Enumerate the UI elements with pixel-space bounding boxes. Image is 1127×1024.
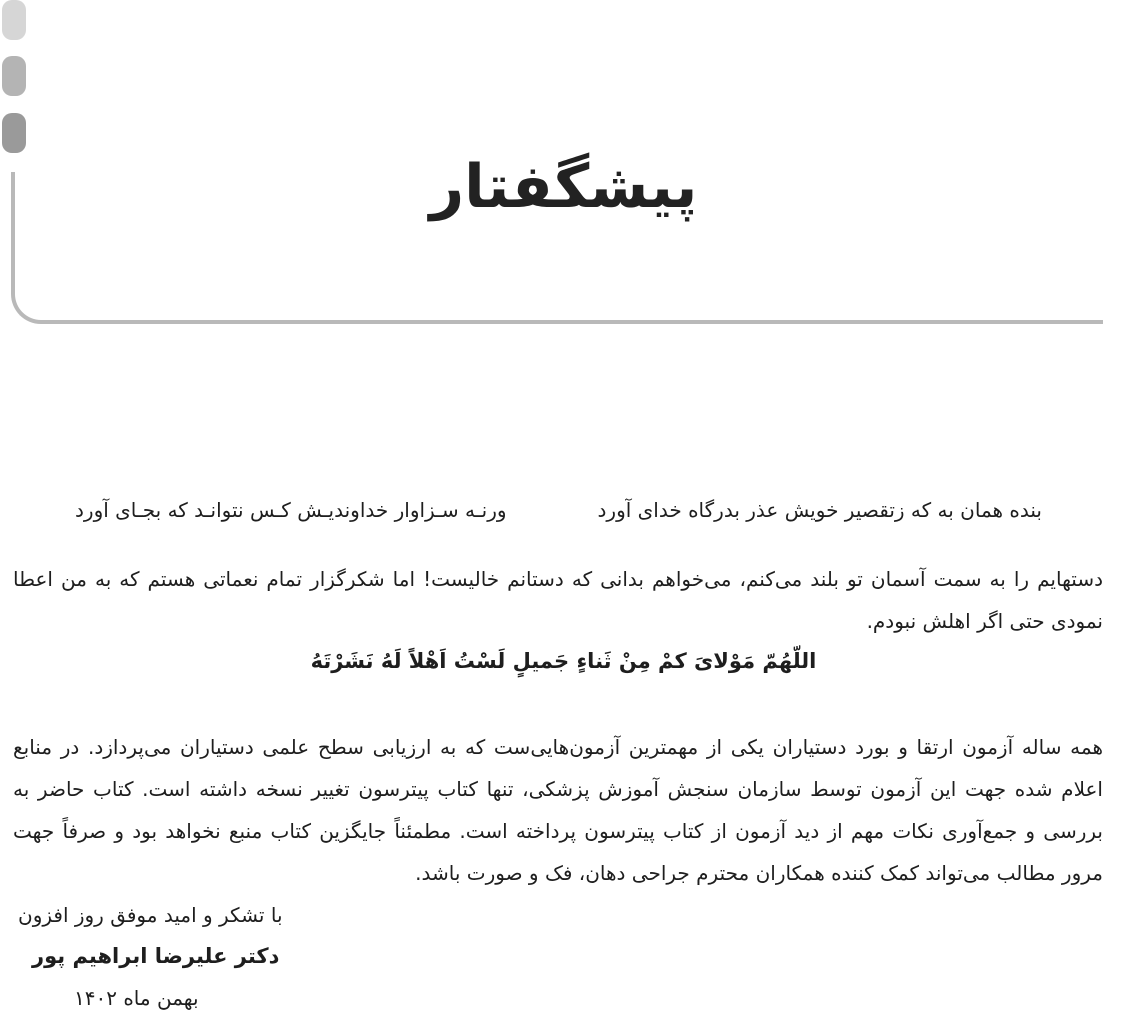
page-title: پیشگفتار: [429, 152, 698, 222]
intro-paragraph: دستهایم را به سمت آسمان تو بلند می‌کنم، می‌خواهم بدانی که دستانم خالیست! اما شکرگزار تمام نعماتی هستم که به من اعطا نمودی حتی اگر اهلش نبودم.: [13, 567, 1103, 633]
signature-thanks: با تشکر و امید موفق روز افزون: [18, 903, 283, 927]
chapter-tab-light: [2, 0, 26, 40]
signature-name: دکتر علیرضا ابراهیم پور: [32, 944, 280, 968]
verse-second-hemistich: ورنـه سـزاوار خداوندیـش کـس نتوانـد که بجـای آورد: [75, 498, 507, 522]
chapter-tab-mid: [2, 56, 26, 96]
body-paragraph: همه ساله آزمون ارتقا و بورد دستیاران یکی از مهمترین آزمون‌هایی‌ست که به ارزیابی سطح علمی دستیاران می‌پردازد. در منابع اعلام شده جهت این آزمون توسط سازمان سنجش آموزش پزشکی، تنها کتاب پیترسون تغییر نسخه داشته است. کتاب حاضر به بررسی و جمع‌آوری نکات مهم از دید آزمون از کتاب پیترسون پرداخته است. مطمئناً جایگزین کتاب منبع نخواهد بود و صرفاً جهت مرور مطالب می‌تواند کمک کننده همکاران محترم جراحی دهان، فک و صورت باشد.: [13, 735, 1103, 885]
verse-first-hemistich: بنده همان به که زتقصیر خویش عذر بدرگاه خدای آورد: [597, 498, 1042, 522]
signature-date: بهمن ماه ۱۴۰۲: [74, 986, 199, 1010]
prayer-line: اللّهُمّ مَوْلایَ کمْ مِنْ ثَناءٍ جَمیلٍ لَسْتُ اَهْلاً لَهُ نَشَرْتَهُ: [310, 649, 817, 673]
